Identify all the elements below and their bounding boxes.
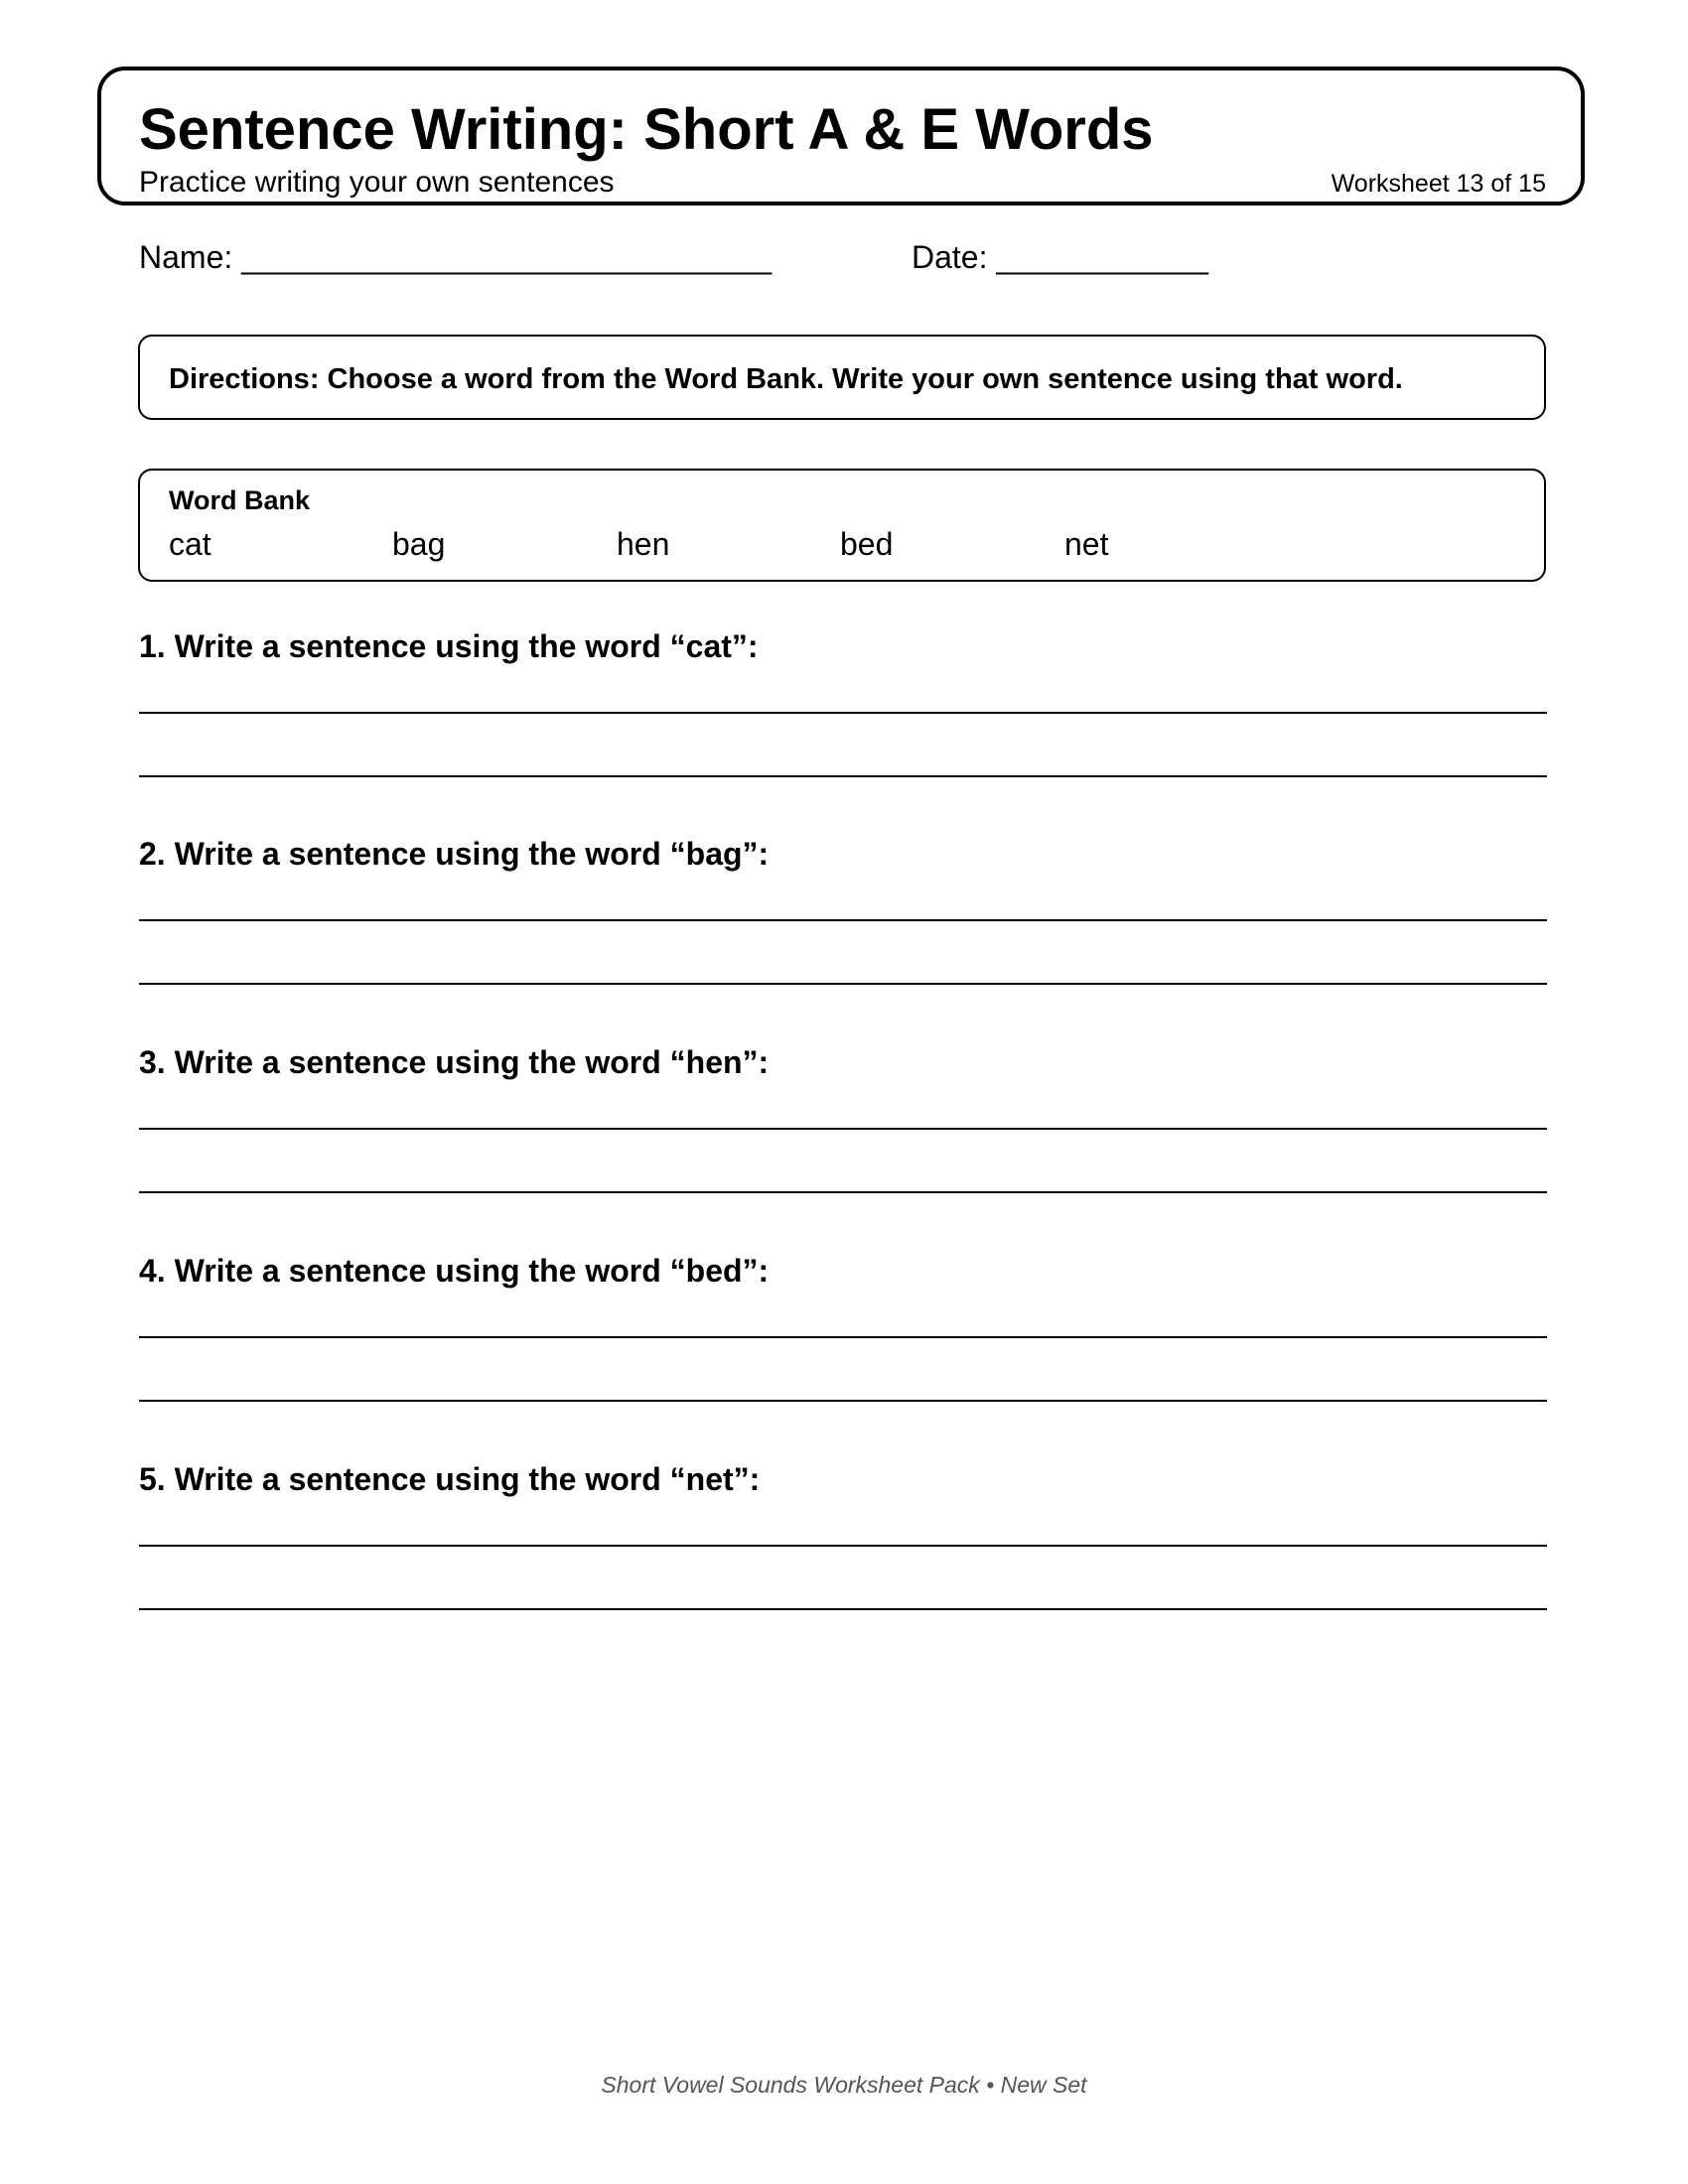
question-1: [139, 626, 1547, 775]
name-field[interactable]: Name: ______________________________: [139, 239, 773, 275]
question-3: [139, 1042, 1547, 1191]
directions-text: Directions: Choose a word from the Word Bank. Write your own sentence using that word.: [169, 363, 1403, 395]
question-prompt: 2. Write a sentence using the word “bag”:: [139, 836, 770, 872]
answer-line[interactable]: [139, 775, 1547, 777]
question-4: [139, 1251, 1547, 1400]
answer-line[interactable]: [139, 1545, 1547, 1547]
answer-line[interactable]: [139, 983, 1547, 985]
answer-line[interactable]: [139, 1128, 1547, 1130]
page-title: Sentence Writing: Short A & E Words: [139, 97, 1154, 162]
word-bank-word-hen: hen: [617, 526, 670, 562]
answer-line[interactable]: [139, 1191, 1547, 1193]
worksheet-counter: Worksheet 13 of 15: [1331, 170, 1546, 198]
answer-line[interactable]: [139, 1608, 1547, 1610]
word-bank-title: Word Bank: [169, 485, 311, 515]
answer-line[interactable]: [139, 919, 1547, 921]
word-bank-word-cat: cat: [169, 526, 211, 562]
answer-line[interactable]: [139, 712, 1547, 714]
question-prompt: 3. Write a sentence using the word “hen”:: [139, 1044, 770, 1080]
answer-line[interactable]: [139, 1400, 1547, 1402]
date-field[interactable]: Date: ____________: [912, 239, 1208, 275]
word-bank-word-net: net: [1064, 526, 1109, 562]
page-footer: Short Vowel Sounds Worksheet Pack • New Set: [601, 2072, 1087, 2098]
page-subtitle: Practice writing your own sentences: [139, 166, 615, 199]
word-bank-word-bag: bag: [392, 526, 446, 562]
question-2: [139, 834, 1547, 983]
question-5: [139, 1459, 1547, 1608]
question-prompt: 1. Write a sentence using the word “cat”:: [139, 628, 759, 664]
word-bank-word-bed: bed: [840, 526, 894, 562]
answer-line[interactable]: [139, 1336, 1547, 1338]
question-prompt: 4. Write a sentence using the word “bed”:: [139, 1253, 770, 1289]
question-prompt: 5. Write a sentence using the word “net”:: [139, 1461, 761, 1497]
